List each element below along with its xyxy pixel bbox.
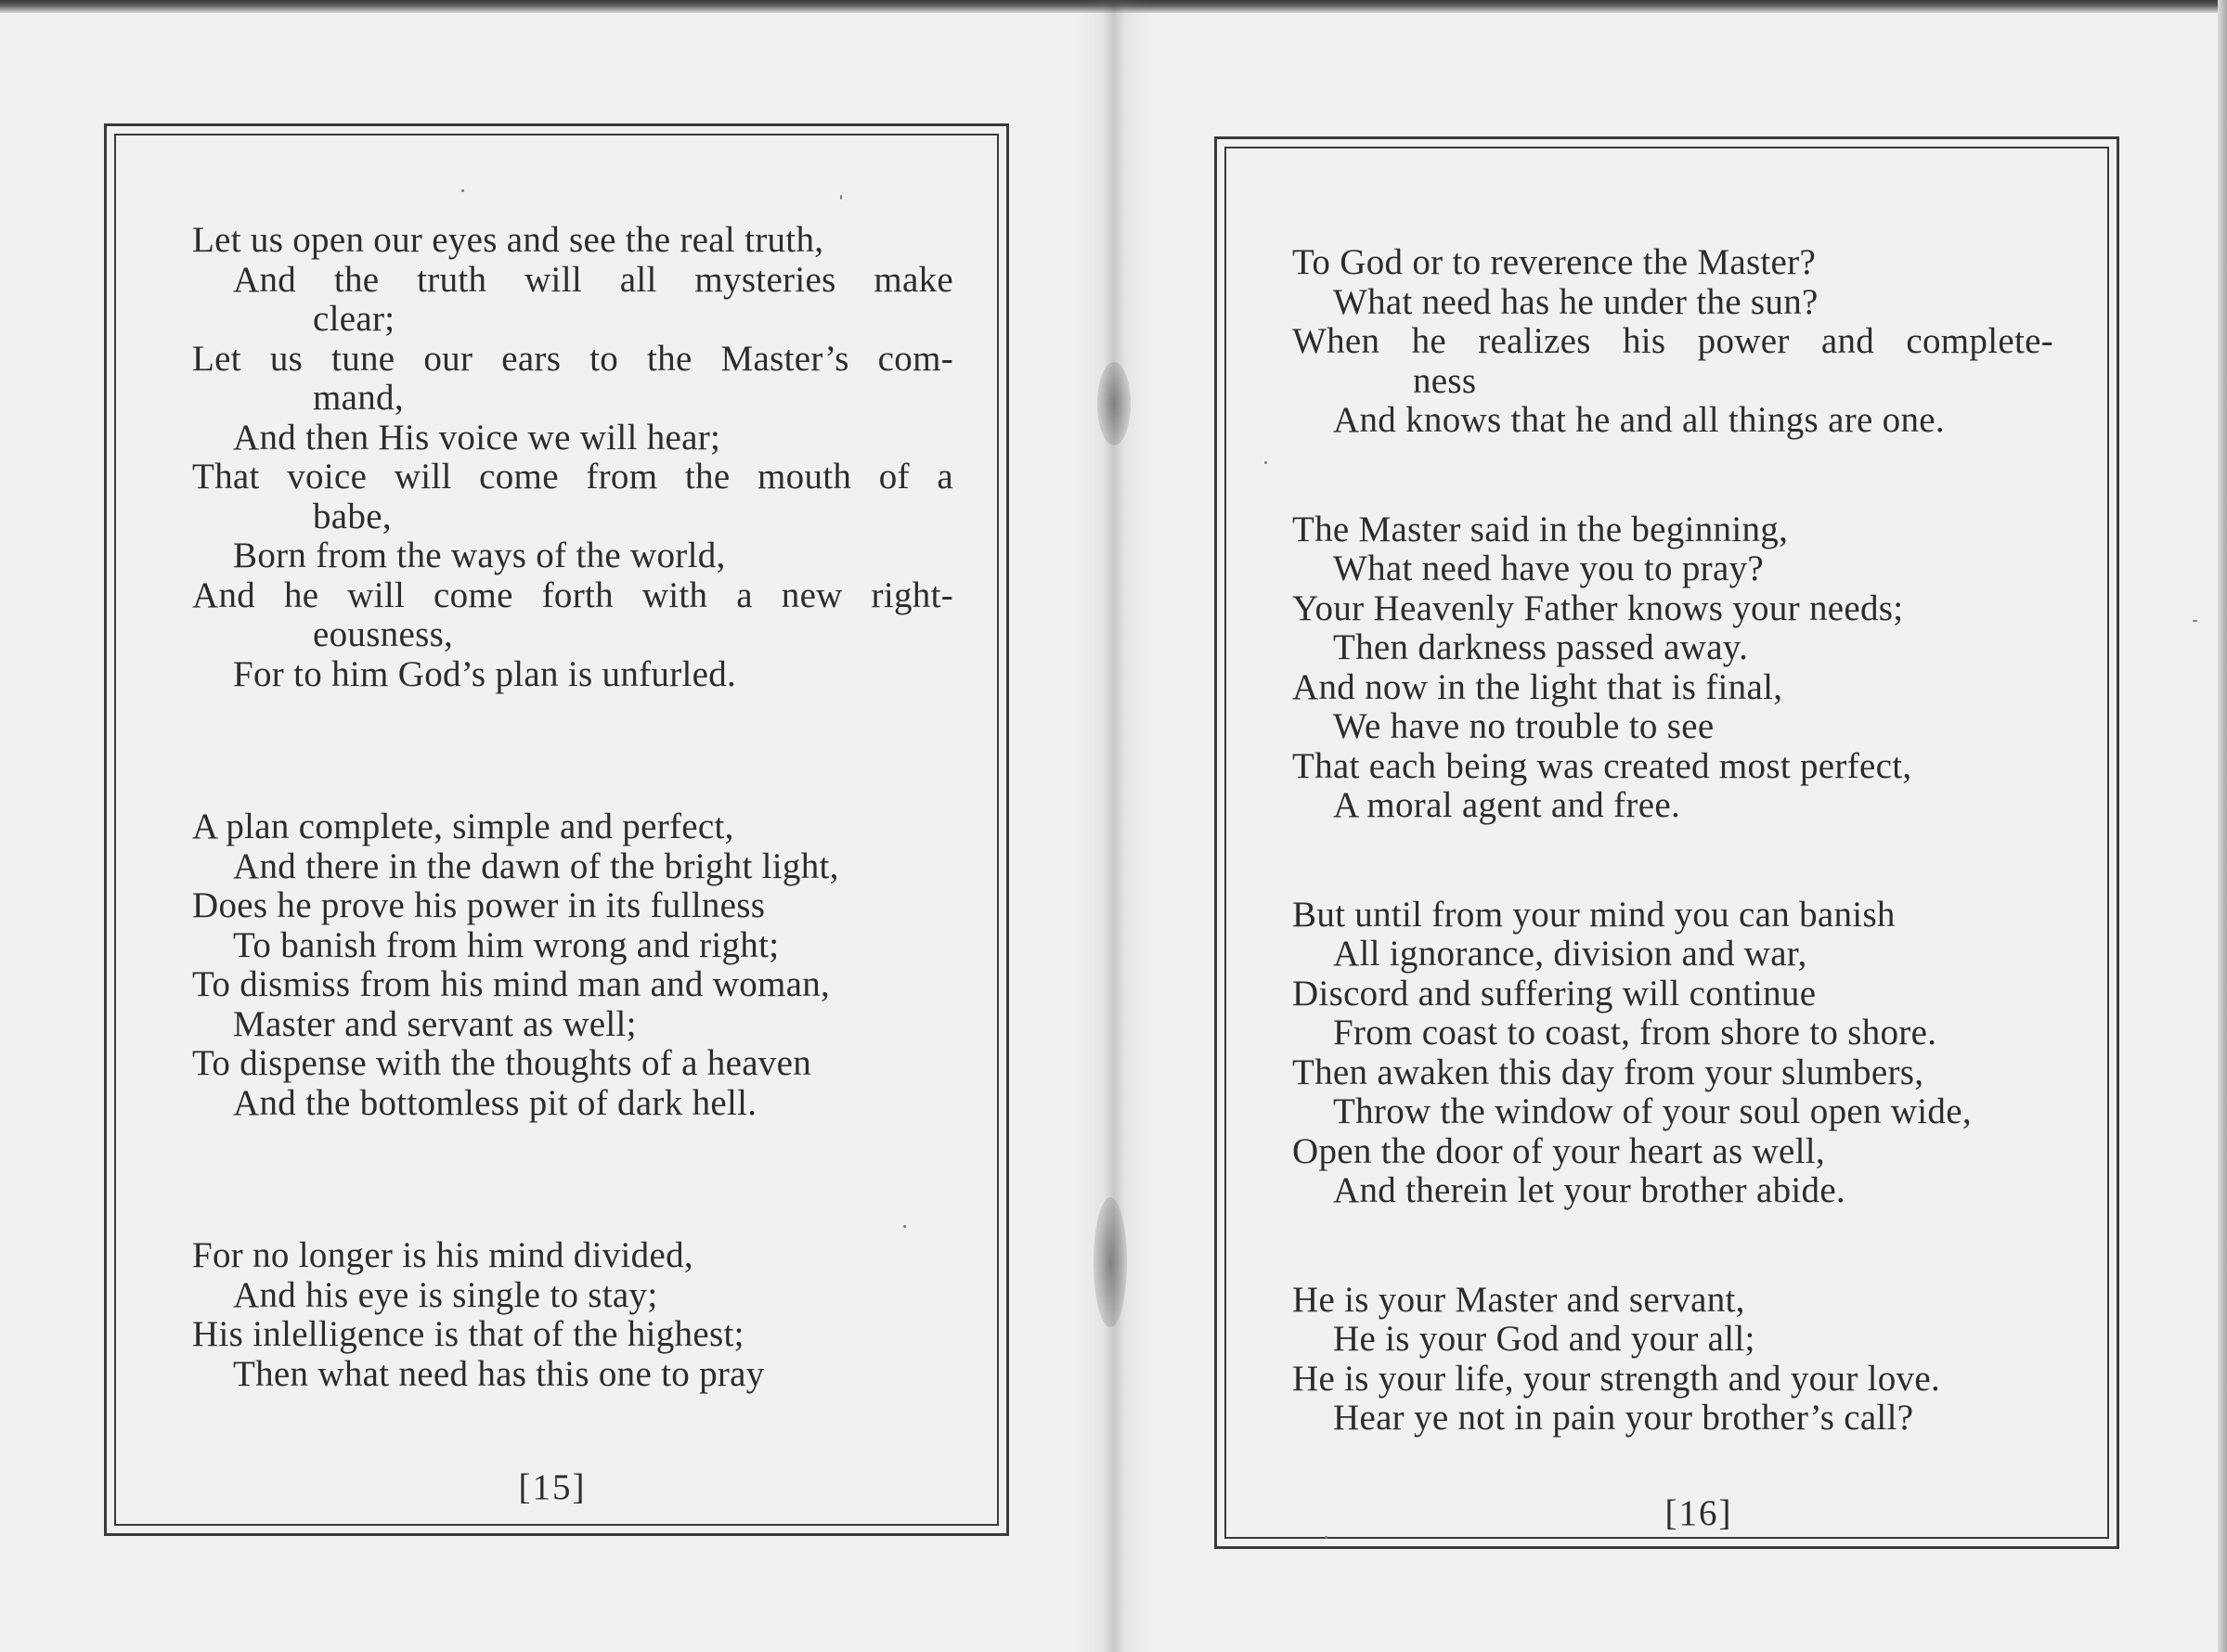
verse-line: Then darkness passed away. — [1333, 627, 1749, 667]
verse-line: And then His voice we will hear; — [233, 417, 721, 458]
verse-line: Throw the window of your soul open wide, — [1333, 1091, 1972, 1131]
verse-line: To God or to reverence the Master? — [1292, 242, 1817, 282]
verse-line: And now in the light that is final, — [1292, 666, 1783, 707]
verse-line: And therein let your brother abide. — [1333, 1170, 1845, 1210]
verse-line: That each being was created most perfect, — [1292, 745, 1912, 786]
verse-line: And knows that he and all things are one. — [1333, 400, 1945, 440]
paper-speck — [461, 189, 464, 192]
verse-line: eousness, — [313, 614, 454, 654]
gutter-stain — [1094, 1197, 1127, 1327]
verse-line: For to him God’s plan is unfurled. — [233, 653, 737, 694]
paper-speck — [903, 1225, 906, 1228]
verse-line: The Master said in the beginning, — [1292, 509, 1789, 549]
left-stanza-1 — [192, 221, 953, 694]
paper-speck — [840, 195, 842, 200]
verse-line: He is your Master and servant, — [1292, 1279, 1745, 1320]
right-page-poem — [1292, 243, 2053, 1439]
gutter-stain — [1097, 362, 1131, 445]
verse-line: From coast to coast, from shore to shore. — [1333, 1013, 1937, 1052]
verse-line: A plan complete, simple and perfect, — [192, 807, 734, 846]
verse-line: Let us open our eyes and see the real truth, — [192, 220, 824, 260]
left-stanza-2 — [192, 807, 953, 1123]
verse-line: What need has he under the sun? — [1333, 281, 1819, 322]
verse-line: To dispense with the thoughts of a heaven — [192, 1043, 812, 1083]
verse-line: His inlelligence is that of the highest; — [192, 1314, 744, 1354]
verse-line: Born from the ways of the world, — [233, 536, 726, 575]
right-stanza-2 — [1292, 510, 2053, 826]
verse-line: And he will come forth with a new right- — [192, 574, 953, 615]
book-gutter — [1077, 0, 1151, 1652]
left-page-number: [15] — [518, 1467, 587, 1507]
verse-line: babe, — [313, 496, 392, 536]
verse-line: And his eye is single to stay; — [233, 1274, 658, 1315]
verse-line: clear; — [313, 299, 395, 339]
verse-line: Does he prove his power in its fullness — [192, 885, 766, 925]
verse-line: Master and servant as well; — [233, 1003, 637, 1044]
verse-line: All ignorance, division and war, — [1333, 934, 1807, 974]
verse-line: But until from your mind you can banish — [1292, 894, 1896, 935]
paper-speck — [2193, 620, 2197, 622]
verse-line: Open the door of your heart as well, — [1292, 1130, 1825, 1171]
right-stanza-4 — [1292, 1281, 2053, 1439]
verse-line: And there in the dawn of the bright light, — [233, 845, 839, 886]
verse-line: Discord and suffering will continue — [1292, 973, 1817, 1013]
verse-line: He is your God and your all; — [1333, 1319, 1755, 1359]
verse-line: To dismiss from his mind man and woman, — [192, 964, 831, 1004]
paper-speck — [1264, 461, 1267, 464]
verse-line: ness — [1413, 360, 1477, 401]
right-stanza-1 — [1292, 243, 2053, 441]
verse-line: He is your life, your strength and your love. — [1292, 1358, 1941, 1399]
verse-line: What need have you to pray? — [1333, 549, 1764, 588]
verse-line: That voice will come from the mouth of a — [192, 457, 953, 497]
right-stanza-3 — [1292, 896, 2053, 1211]
verse-line: A moral agent and free. — [1333, 785, 1680, 825]
verse-line: Then what need has this one to pray — [233, 1353, 765, 1394]
paper-speck — [1325, 1536, 1327, 1539]
left-page-poem — [192, 221, 953, 1394]
verse-line: mand, — [313, 378, 404, 418]
verse-line: Then awaken this day from your slumbers, — [1292, 1052, 1924, 1092]
verse-line: For no longer is his mind divided, — [192, 1235, 693, 1275]
verse-line: Your Heavenly Father knows your needs; — [1292, 587, 1904, 628]
left-stanza-3 — [192, 1236, 953, 1394]
verse-line: We have no trouble to see — [1333, 706, 1715, 746]
verse-line: Let us tune our ears to the Master’s com- — [192, 338, 953, 379]
verse-line: And the bottomless pit of dark hell. — [233, 1082, 757, 1123]
verse-line: To banish from him wrong and right; — [233, 924, 780, 965]
verse-line: Hear ye not in pain your brother’s call? — [1333, 1398, 1914, 1438]
book-right-edge — [2218, 0, 2227, 1652]
verse-line: When he realizes his power and complete- — [1292, 321, 2053, 361]
right-page-number: [16] — [1664, 1493, 1733, 1533]
verse-line: And the truth will all mysteries make — [233, 259, 953, 300]
